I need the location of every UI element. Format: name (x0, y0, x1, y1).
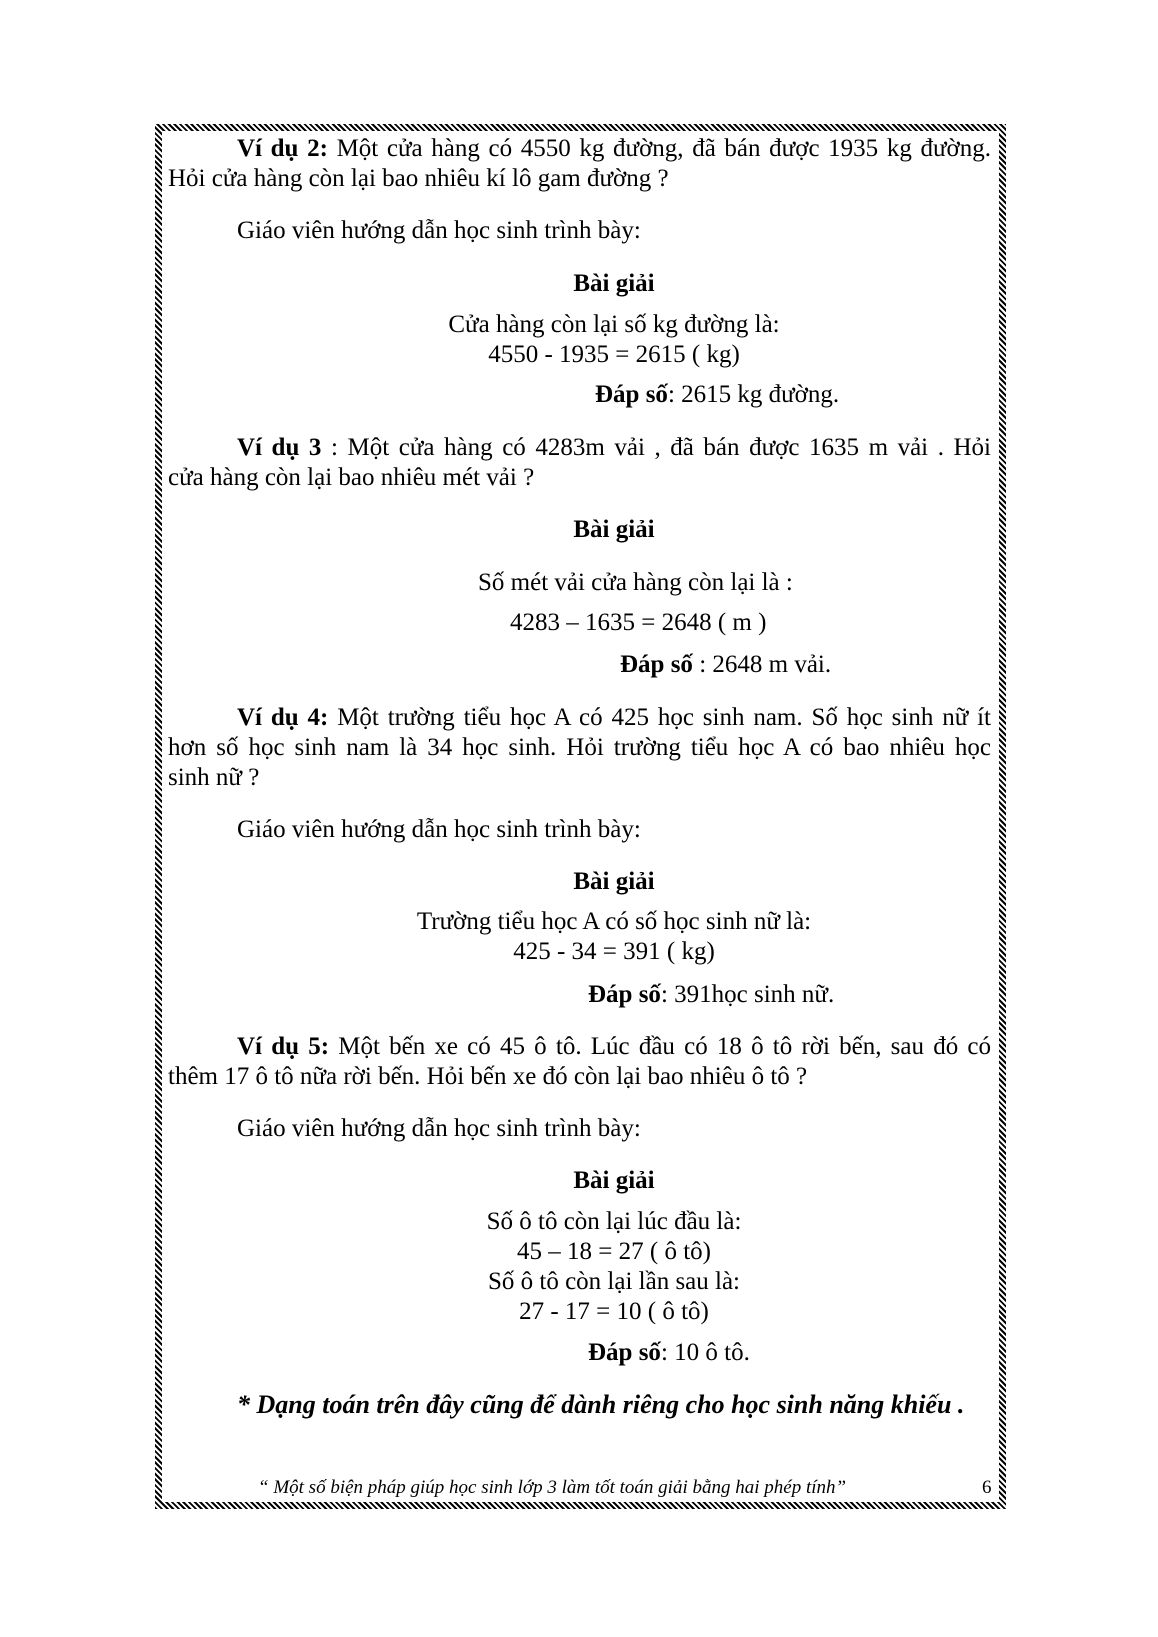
footer-title: “ Một số biện pháp giúp học sinh lớp 3 làm tốt toán giải bằng hai phép tính” (258, 1477, 847, 1498)
ex5-problem-line-1: Ví dụ 5: Một bến xe có 45 ô tô. Lúc đầu có 18 ô tô rời bến, sau đó có (237, 1033, 991, 1060)
ex2-label: Ví dụ 2: (237, 135, 328, 162)
ex5-answer: Đáp số: 10 ô tô. (588, 1339, 750, 1366)
ex4-problem-line-3: sinh nữ ? (168, 764, 260, 791)
ex5-step-2: Số ô tô còn lại lần sau là: (487, 1268, 741, 1295)
ex3-problem-line-1: Ví dụ 3 : Một cửa hàng có 4283m vải , đã bán được 1635 m vải . Hỏi (237, 434, 991, 461)
ex4-calc-1: 425 - 34 = 391 ( kg) (513, 938, 715, 965)
ex3-solution-heading: Bài giải (573, 516, 655, 543)
closing-note: * Dạng toán trên đây cũng để dành riêng cho học sinh năng khiếu . (237, 1390, 965, 1419)
ex4-step-1: Trường tiểu học A có số học sinh nữ là: (416, 908, 812, 935)
ex5-guide: Giáo viên hướng dẫn học sinh trình bày: (237, 1115, 641, 1142)
ex3-answer: Đáp số : 2648 m vải. (620, 651, 832, 678)
ex2-problem-line-2: Hỏi cửa hàng còn lại bao nhiêu kí lô gam đường ? (168, 165, 669, 192)
ex5-label: Ví dụ 5: (237, 1033, 330, 1060)
page-number: 6 (982, 1477, 992, 1498)
ex2-step-1: Cửa hàng còn lại số kg đường là: (448, 311, 780, 338)
ex2-calc-1: 4550 - 1935 = 2615 ( kg) (488, 341, 740, 368)
ex4-problem-line-1: Ví dụ 4: Một trường tiểu học A có 425 học sinh nam. Số học sinh nữ ít (237, 704, 991, 731)
ex2-guide: Giáo viên hướng dẫn học sinh trình bày: (237, 217, 641, 244)
ex4-guide: Giáo viên hướng dẫn học sinh trình bày: (237, 816, 641, 843)
ex5-problem-line-2: thêm 17 ô tô nữa rời bến. Hỏi bến xe đó còn lại bao nhiêu ô tô ? (168, 1063, 808, 1090)
ex3-calc-1: 4283 – 1635 = 2648 ( m ) (510, 609, 767, 636)
ex5-solution-heading: Bài giải (573, 1167, 655, 1194)
ex2-answer: Đáp số: 2615 kg đường. (595, 381, 840, 408)
ex3-label: Ví dụ 3 (237, 434, 322, 461)
ex4-answer: Đáp số: 391học sinh nữ. (588, 981, 835, 1008)
ex2-problem-line-1: Ví dụ 2: Một cửa hàng có 4550 kg đường, đã bán được 1935 kg đường. (237, 135, 991, 162)
ex3-problem-line-2: cửa hàng còn lại bao nhiêu mét vải ? (168, 464, 535, 491)
ex4-solution-heading: Bài giải (573, 868, 655, 895)
ex2-solution-heading: Bài giải (573, 270, 655, 297)
ex5-calc-2: 27 - 17 = 10 ( ô tô) (519, 1298, 709, 1325)
ex3-step-1: Số mét vải cửa hàng còn lại là : (478, 569, 793, 596)
ex4-problem-line-2: hơn số học sinh nam là 34 học sinh. Hỏi trường tiểu học A có bao nhiêu học (168, 734, 991, 761)
ex5-calc-1: 45 – 18 = 27 ( ô tô) (517, 1238, 711, 1265)
ex4-label: Ví dụ 4: (237, 704, 329, 731)
ex5-step-1: Số ô tô còn lại lúc đầu là: (486, 1208, 742, 1235)
